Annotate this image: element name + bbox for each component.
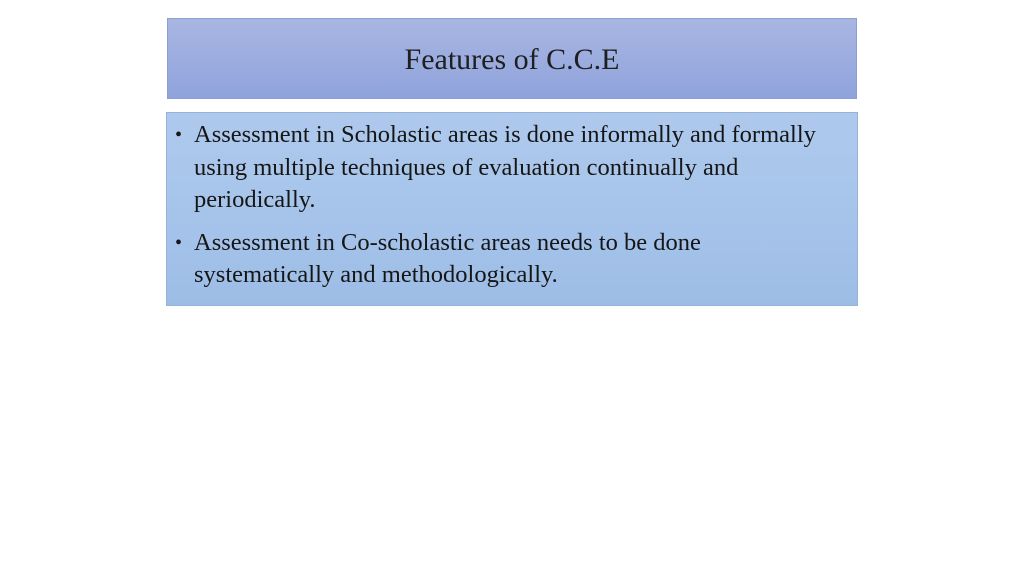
bullet-item-1 (175, 119, 847, 217)
bullet-marker-icon: • (175, 231, 183, 254)
bullet-marker-icon: • (175, 124, 183, 146)
bullet-list (175, 119, 847, 292)
bullet-text-1: Assessment in Scholastic areas is done informally and formally using multiple techniques of evaluation continually and periodically. (194, 121, 816, 213)
slide-title: Features of C.C.E (404, 42, 620, 76)
content-box (166, 112, 858, 306)
bullet-item-2 (175, 227, 847, 292)
bullet-text-2: Assessment in Co-scholastic areas needs to be done systematically and methodologically. (194, 228, 701, 288)
title-box (167, 18, 857, 99)
